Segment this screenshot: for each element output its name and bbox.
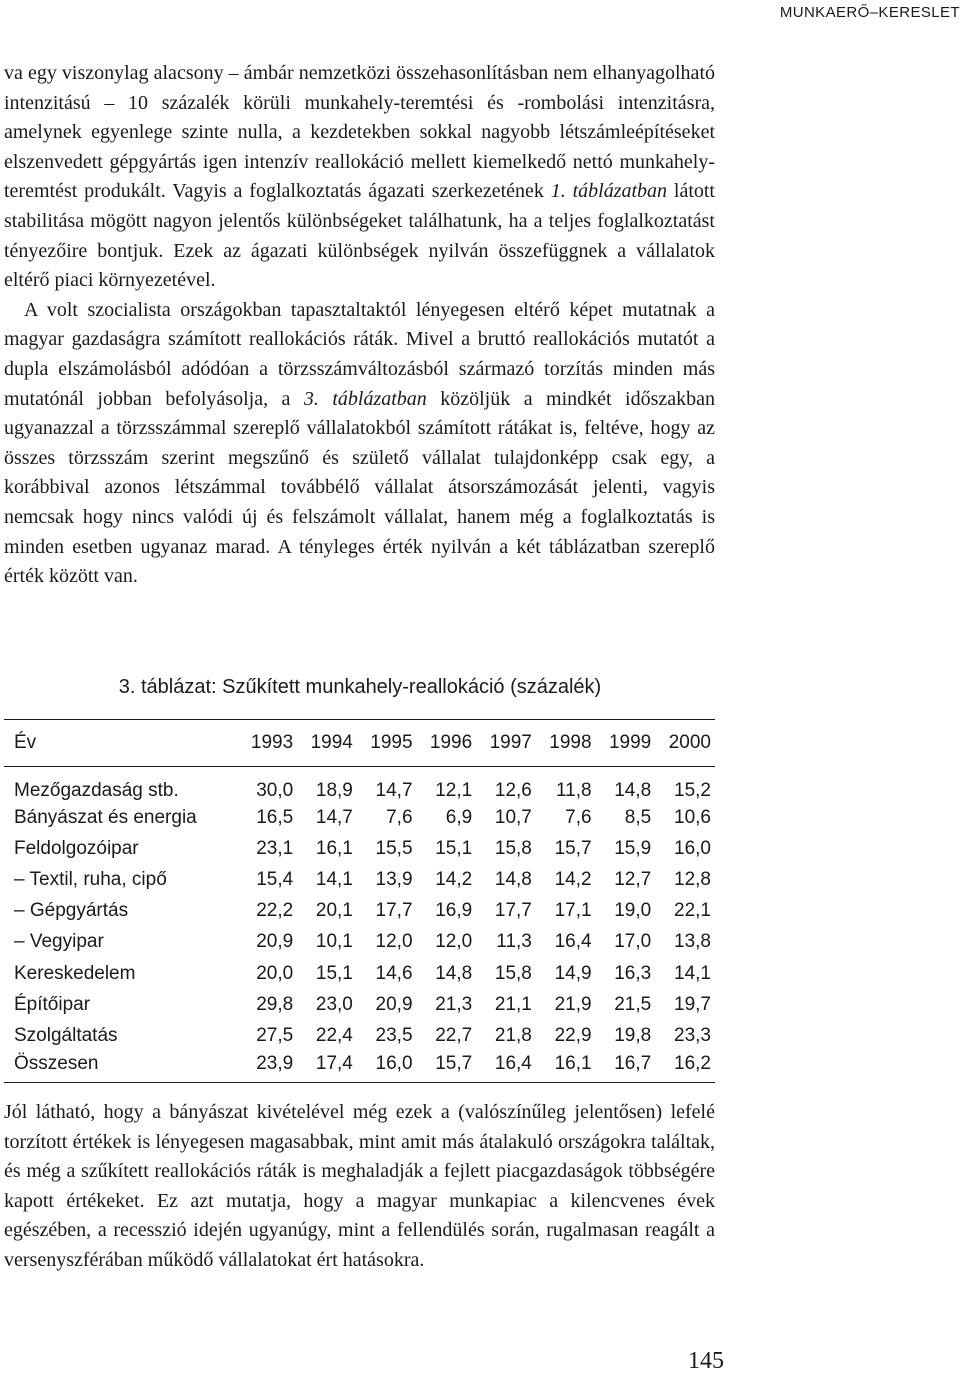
value-cell: 21,8 [494, 1024, 532, 1046]
text-run: látott stabilitása mögött nagyon jelentős különbségeket találhatunk, ha a teljes foglalkoztatást tényezőire bontjuk. Ezek az ágazati különbségek nyilván összefüggnek a vállalatok eltérő piaci környezetével. [4, 180, 715, 292]
value-cell: 14,6 [375, 962, 413, 984]
value-cell: 14,2 [435, 868, 473, 890]
table-row [4, 958, 715, 989]
table-header-row [4, 720, 715, 767]
value-cell: 15,7 [554, 837, 592, 859]
value-cell: 17,0 [614, 931, 652, 953]
body-text-upper [4, 59, 715, 592]
value-cell: 15,4 [256, 868, 294, 890]
header-cell: 1995 [357, 720, 417, 767]
header-cell: 1997 [476, 720, 536, 767]
row-label-cell: Feldolgozóipar [14, 837, 139, 859]
value-cell: 16,1 [536, 1052, 596, 1083]
value-cell: 14,8 [494, 868, 532, 890]
value-cell: 12,0 [375, 931, 413, 953]
value-cell: 12,7 [614, 868, 652, 890]
value-cell: 15,9 [614, 837, 652, 859]
table-row [4, 927, 715, 958]
value-cell: 21,5 [614, 993, 652, 1015]
value-cell: 10,1 [315, 931, 353, 953]
value-cell: 29,8 [256, 993, 294, 1015]
paragraph [4, 296, 715, 592]
table-row [4, 1052, 715, 1083]
value-cell: 14,1 [674, 962, 711, 984]
value-cell: 20,1 [315, 900, 353, 922]
row-label-cell: Kereskedelem [14, 962, 136, 984]
value-cell: 16,3 [614, 962, 652, 984]
value-cell: 23,0 [315, 993, 353, 1015]
value-cell: 13,9 [375, 868, 413, 890]
value-cell: 15,2 [674, 780, 711, 801]
table-body [4, 767, 715, 1083]
body-text-lower [4, 1098, 715, 1276]
value-cell: 16,5 [256, 806, 294, 828]
value-cell: 21,1 [494, 993, 532, 1015]
table-row [4, 833, 715, 864]
value-cell: 20,9 [375, 993, 413, 1015]
value-cell: 21,3 [435, 993, 473, 1015]
value-cell: 14,8 [435, 962, 473, 984]
value-cell: 7,6 [386, 806, 413, 828]
value-cell: 6,9 [445, 806, 473, 828]
value-cell: 14,9 [554, 962, 592, 984]
header-cell: 2000 [655, 720, 715, 767]
value-cell: 16,0 [674, 837, 711, 859]
value-cell: 17,4 [297, 1052, 357, 1083]
value-cell: 10,7 [494, 806, 532, 828]
header-cell: 1998 [536, 720, 596, 767]
value-cell: 22,9 [554, 1024, 592, 1046]
value-cell: 16,4 [476, 1052, 536, 1083]
text-run: közöljük a mindkét időszakban ugyanazzal a törzsszámmal szereplő vállalatokból számított rátákat is, feltéve, hogy az összes törzsszám szerint megszűnő és születő vállalat tulajdonképp csak egy, a korábbival azonos létszámmal továbbélő vállalat átsorszámozását jelenti, vagyis nemcsak hogy nincs valódi új és felszámolt vállalat, hanem még a foglalkoztatás is minden esetben ugyanaz marad. A tényleges érték nyilván a két táblázatban szereplő érték között van. [4, 387, 716, 588]
value-cell: 16,7 [596, 1052, 656, 1083]
value-cell: 15,8 [494, 962, 532, 984]
reallocation-table [4, 719, 715, 1083]
table-row [4, 802, 715, 833]
value-cell: 14,8 [614, 780, 652, 801]
value-cell: 14,7 [375, 780, 413, 801]
value-cell: 16,1 [315, 837, 353, 859]
value-cell: 15,1 [315, 962, 353, 984]
table-reference: 3. táblázatban [303, 387, 427, 410]
value-cell: 14,2 [554, 868, 592, 890]
value-cell: 14,7 [315, 806, 353, 828]
value-cell: 15,1 [435, 837, 473, 859]
running-head: MUNKAERŐ–KERESLET [779, 4, 960, 21]
value-cell: 16,9 [435, 900, 473, 922]
value-cell: 11,3 [496, 931, 532, 953]
table-row [4, 864, 715, 895]
header-cell: 1999 [596, 720, 656, 767]
value-cell: 12,0 [435, 931, 473, 953]
table-row [4, 989, 715, 1020]
value-cell: 16,4 [554, 931, 592, 953]
value-cell: 15,7 [417, 1052, 477, 1083]
table-title: 3. táblázat: Szűkített munkahely-reallokáció (százalék) [118, 676, 602, 698]
value-cell: 19,0 [614, 900, 652, 922]
value-cell: 14,1 [315, 868, 353, 890]
value-cell: 7,6 [565, 806, 592, 828]
table-row [4, 1020, 715, 1051]
table-reference: 1. táblázatban [550, 180, 668, 203]
value-cell: 11,8 [555, 780, 592, 801]
row-label-cell: Bányászat és energia [14, 806, 197, 828]
text-run: A volt szocialista országokban tapasztaltaktól lényegesen eltérő képet mutatnak a magyar gazdaságra számított reallokációs ráták. Mivel a bruttó reallokációs mutatót a dupla elszámolásból adódóan a törzsszámváltozásból származó torzítás minden más mutatónál jobban befolyásolja, a [4, 298, 715, 410]
value-cell: 16,2 [655, 1052, 715, 1083]
value-cell: 10,6 [674, 806, 711, 828]
value-cell: 17,1 [554, 900, 592, 922]
value-cell: 27,5 [256, 1024, 294, 1046]
page-number: 145 [688, 1348, 724, 1374]
value-cell: 16,0 [357, 1052, 417, 1083]
value-cell: 8,5 [624, 806, 652, 828]
row-label-cell: – Textil, ruha, cipő [14, 868, 167, 890]
value-cell: 17,7 [494, 900, 532, 922]
value-cell: 21,9 [554, 993, 592, 1015]
text-run: va egy viszonylag alacsony – ámbár nemzetközi összehasonlításban nem elhanyagolható intenzitású – 10 százalék körüli munkahely-teremtési és -rombolási intenzitásra, amelynek egyenlege szinte nulla, a kezdetekben sokkal nagyobb létszámleépítéseket elszenvedett gépgyártás igen intenzív reallokáció mellett kiemelkedő nettó munkahely-teremtést produkált. Vagyis a foglalkoztatás ágazati szerkezetének [4, 62, 715, 203]
value-cell: 22,1 [674, 900, 711, 922]
paragraph [4, 59, 715, 296]
value-cell: 12,6 [494, 780, 532, 801]
value-cell: 23,5 [375, 1024, 413, 1046]
header-cell: 1996 [417, 720, 477, 767]
value-cell: 17,7 [375, 900, 413, 922]
row-label-cell: Összesen [4, 1052, 238, 1083]
value-cell: 22,4 [315, 1024, 353, 1046]
row-label-cell: Szolgáltatás [14, 1024, 118, 1046]
value-cell: 15,8 [494, 837, 532, 859]
header-cell: Év [4, 720, 238, 767]
row-label-cell: – Vegyipar [14, 931, 104, 953]
table-row [4, 767, 715, 803]
table-row [4, 896, 715, 927]
value-cell: 15,5 [375, 837, 413, 859]
row-label-cell: – Gépgyártás [14, 900, 129, 922]
row-label-cell: Építőipar [14, 993, 91, 1015]
value-cell: 12,1 [435, 780, 473, 801]
value-cell: 12,8 [674, 868, 711, 890]
value-cell: 22,7 [435, 1024, 473, 1046]
value-cell: 19,7 [674, 993, 711, 1015]
value-cell: 13,8 [674, 931, 711, 953]
value-cell: 30,0 [256, 780, 294, 801]
value-cell: 23,1 [256, 837, 294, 859]
value-cell: 19,8 [614, 1024, 652, 1046]
row-label-cell: Mezőgazdaság stb. [14, 780, 179, 801]
header-cell: 1993 [238, 720, 298, 767]
header-cell: 1994 [297, 720, 357, 767]
paragraph: Jól látható, hogy a bányászat kivételével még ezek a (valószínűleg jelentősen) lefelé torzított értékek is lényegesen magasabbak, mint amit más átalakuló országokra találtak, és még a szűkített reallokációs ráták is meghaladják a fejlett piacgazdaságok többségére kapott értékeket. Ez azt mutatja, hogy a magyar munkapiac a kilencvenes évek egészében, a recesszió idején ugyanúgy, mint a fellendülés során, rugalmasan reagált a versenyszférában működő vállalatokat ért hatásokra. [4, 1101, 715, 1271]
value-cell: 20,9 [256, 931, 294, 953]
value-cell: 20,0 [256, 962, 294, 984]
value-cell: 18,9 [315, 780, 353, 801]
value-cell: 22,2 [256, 900, 294, 922]
value-cell: 23,3 [674, 1024, 711, 1046]
value-cell: 23,9 [238, 1052, 298, 1083]
